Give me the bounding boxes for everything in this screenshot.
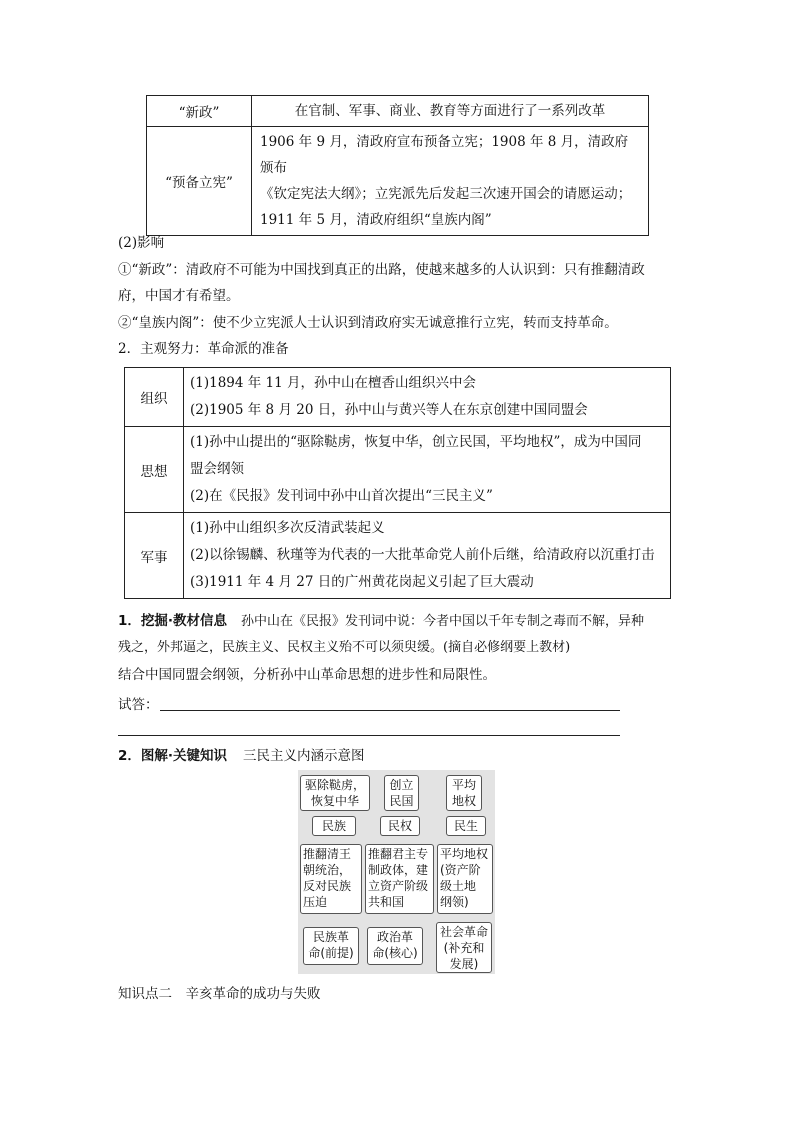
diagram-desc-minzu [300, 844, 362, 914]
influence-p2: ②“皇族内阁”：使不少立宪派人士认识到清政府实无诚意推行立宪，转而支持革命。 [118, 315, 618, 331]
row-value [184, 513, 671, 599]
exercise1-quote-line2: 残之，外邦逼之，民族主义、民权主义殆不可以须臾缓。(摘自必修纲要上教材) [118, 640, 571, 655]
value-line: (1)1894 年 11 月，孙中山在檀香山组织兴中会 [190, 375, 477, 391]
exercise2-num: 2． [118, 748, 141, 764]
value-line: 1911 年 5 月，清政府组织“皇族内阁” [260, 212, 492, 228]
diagram-text: 民国 [389, 794, 414, 808]
diagram-text: (补充和 [443, 941, 485, 955]
diagram-text: 社会革命 [439, 925, 488, 939]
prep-table [124, 367, 671, 599]
value-line: (2)1905 年 8 月 20 日，孙中山与黄兴等人在东京创建中国同盟会 [190, 402, 588, 418]
exercise1-question: 结合中国同盟会纲领，分析孙中山革命思想的进步性和局限性。 [118, 667, 496, 683]
exercise2-subtitle: 三民主义内涵示意图 [243, 748, 365, 764]
row-key: 思想 [125, 427, 184, 513]
diagram-bottom-minzu [303, 927, 359, 965]
influence-p1-line2: 府，中国才有希望。 [118, 288, 240, 304]
row-value [252, 127, 649, 236]
value-line: (2)在《民报》发刊词中孙中山首次提出“三民主义” [190, 488, 493, 504]
row-value [184, 368, 671, 427]
exercise1-title: 挖掘·教材信息 [140, 613, 228, 629]
diagram-text: 驱除鞑虏， [304, 778, 365, 792]
diagram-bottom-minquan [367, 927, 423, 965]
diagram-text: 共和国 [368, 895, 405, 909]
diagram-text: 地权 [451, 794, 476, 808]
diagram-text: 命(前提) [308, 946, 354, 960]
exercise1-line1 [118, 611, 644, 632]
diagram-bottom-minsheng [436, 922, 492, 973]
value-line: (3)1911 年 4 月 27 日的广州黄花岗起义引起了巨大震动 [190, 574, 534, 590]
answer-line[interactable] [118, 735, 620, 736]
exercise2-heading [118, 746, 365, 766]
value-line: 1906 年 9 月，清政府宣布预备立宪；1908 年 8 月，清政府颁布 [260, 134, 629, 176]
reform-table [146, 95, 649, 236]
diagram-text: 平均 [451, 778, 476, 792]
diagram-label-minquan: 民权 [380, 816, 420, 836]
influence-p1-line1: ①“新政”：清政府不可能为中国找到真正的出路，使越来越多的人认识到：只有推翻清政 [118, 262, 645, 278]
diagram-text: 恢复中华 [310, 794, 359, 808]
row-key: 组织 [125, 368, 184, 427]
table-row [147, 127, 649, 236]
diagram-desc-minsheng [437, 844, 493, 914]
section2-title: 2．主观努力：革命派的准备 [118, 341, 289, 357]
diagram-text: 命(核心) [372, 946, 418, 960]
exercise1-num: 1． [118, 613, 141, 629]
diagram-text: 压迫 [303, 895, 328, 909]
answer-label: 试答： [118, 697, 159, 713]
answer-line[interactable] [160, 710, 620, 711]
value-line: (1)孙中山提出的“驱除鞑虏，恢复中华，创立民国，平均地权”，成为中国同 [190, 434, 642, 450]
diagram-text: 制政体，建 [368, 863, 429, 877]
exercise1-quote-line1: 孙中山在《民报》发刊词中说：今者中国以千年专制之毒而不解，异种 [241, 614, 645, 629]
value-line: 《钦定宪法大纲》；立宪派先后发起三次速开国会的请愿运动； [260, 186, 632, 202]
diagram-desc-minquan [365, 844, 434, 914]
diagram-text: 朝统治， [303, 863, 352, 877]
influence-heading: (2)影响 [118, 235, 165, 251]
exercise2-title: 图解·关键知识 [140, 748, 228, 764]
row-value [184, 427, 671, 513]
table-row [125, 368, 671, 427]
diagram-text: 政治革 [376, 930, 413, 944]
row-key: “预备立宪” [147, 127, 252, 236]
row-key: “新政” [147, 96, 252, 127]
table-row [125, 427, 671, 513]
diagram-text: 立资产阶级 [368, 879, 429, 893]
diagram-text: 平均地权 [440, 847, 489, 861]
diagram-text: 纲领) [440, 895, 469, 909]
value-line: (1)孙中山组织多次反清武装起义 [190, 520, 385, 536]
diagram-label-minsheng: 民生 [446, 816, 486, 836]
three-principles-diagram [298, 770, 495, 974]
diagram-top-minsheng [446, 775, 482, 811]
diagram-top-minzu [300, 775, 370, 811]
diagram-text: 反对民族 [303, 879, 352, 893]
knowledge-point-title: 知识点二 辛亥革命的成功与失败 [118, 986, 321, 1002]
value-line: (2)以徐锡麟、秋瑾等为代表的一大批革命党人前仆后继，给清政府以沉重打击 [190, 547, 655, 563]
diagram-text: 推翻清王 [303, 847, 352, 861]
diagram-text: 发展) [449, 957, 479, 971]
value-line: 盟会纲领 [190, 461, 244, 477]
table-row [125, 513, 671, 599]
diagram-text: 级土地 [440, 879, 477, 893]
diagram-label-minzu: 民族 [312, 816, 356, 836]
diagram-text: (资产阶 [440, 863, 481, 877]
diagram-top-minquan [384, 775, 419, 811]
table-row [147, 96, 649, 127]
diagram-text: 民族革 [312, 930, 349, 944]
row-value: 在官制、军事、商业、教育等方面进行了一系列改革 [252, 96, 649, 127]
diagram-text: 创立 [389, 778, 414, 792]
row-key: 军事 [125, 513, 184, 599]
diagram-text: 推翻君主专 [368, 847, 429, 861]
